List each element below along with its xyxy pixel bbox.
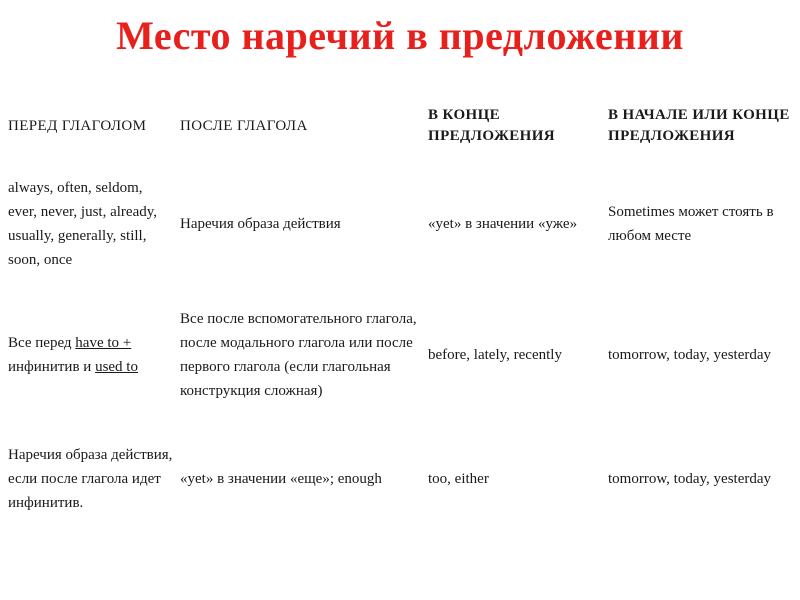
cell-start-or-end: tomorrow, today, yesterday	[608, 471, 772, 487]
header-before-verb: ПЕРЕД ГЛАГОЛОМ	[8, 117, 147, 134]
cell-end-of-sentence: «yet» в значении «уже»	[428, 216, 578, 232]
cell-after-verb: Наречия образа действия	[180, 216, 341, 232]
cell-start-or-end: tomorrow, today, yesterday	[608, 347, 772, 363]
cell-after-verb: «yet» в значении «еще»; enough	[180, 471, 382, 487]
header-start-or-end-of-sentence: В НАЧАЛЕ ИЛИ КОНЦЕ ПРЕДЛОЖЕНИЯ	[608, 107, 790, 144]
table-header-row	[6, 88, 798, 164]
used-to-text: used to	[95, 359, 138, 375]
cell-start-or-end: Sometimes может стоять в любом месте	[608, 204, 774, 244]
cell-before-verb: always, often, seldom, ever, never, just, already, usually, generally, still, soon, once	[8, 180, 158, 268]
have-to-text: have to +	[75, 335, 132, 351]
cell-before-verb: Наречия образа действия, если после глагола идет инфинитив.	[8, 447, 173, 511]
cell-text: и	[79, 359, 96, 375]
header-after-verb: ПОСЛЕ ГЛАГОЛА	[180, 117, 308, 134]
adverb-position-table	[6, 88, 798, 532]
cell-after-verb: Все после вспомогательного глагола, после модального глагола или после первого глагола (если глагольная конструкция сложная)	[180, 311, 417, 399]
table-row	[6, 284, 798, 426]
page-title: Место наречий в предложении	[116, 13, 684, 58]
table-row	[6, 426, 798, 532]
header-end-of-sentence: В КОНЦЕ ПРЕДЛОЖЕНИЯ	[428, 107, 556, 144]
cell-text: инфинитив	[8, 359, 80, 375]
cell-text: Все перед	[8, 335, 76, 351]
cell-before-verb	[6, 284, 178, 426]
cell-end-of-sentence: before, lately, recently	[428, 347, 562, 363]
table-row	[6, 164, 798, 284]
cell-end-of-sentence: too, either	[428, 471, 489, 487]
